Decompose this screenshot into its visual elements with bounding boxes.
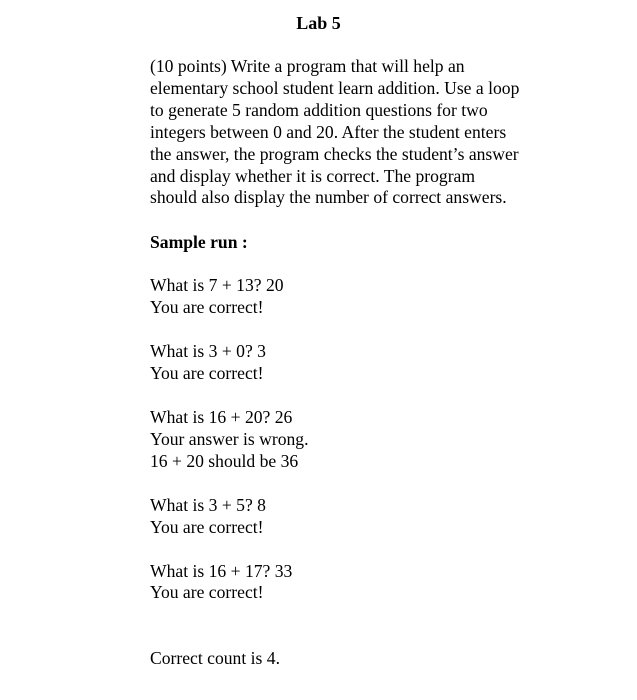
run-result: You are correct! [150, 516, 264, 537]
run-question: What is 7 + 13? 20 [150, 275, 284, 296]
run-result: Your answer is wrong. [150, 428, 309, 449]
problem-line: elementary school student learn addition. Use a loop [150, 77, 520, 98]
problem-line: the answer, the program checks the student’s answer [150, 143, 519, 164]
sample-run-heading: Sample run : [150, 232, 248, 253]
run-question: What is 3 + 5? 8 [150, 494, 266, 515]
problem-line: should also display the number of correct answers. [150, 187, 507, 208]
run-result: You are correct! [150, 297, 264, 318]
sample-run-item [150, 495, 620, 539]
document-body [150, 56, 620, 670]
sample-run-item [150, 561, 620, 605]
summary-line: Correct count is 4. [150, 648, 280, 669]
problem-line: to generate 5 random addition questions for two [150, 99, 488, 120]
sample-run-item [150, 275, 620, 319]
page-title: Lab 5 [296, 13, 341, 33]
run-result: You are correct! [150, 363, 264, 384]
problem-line: integers between 0 and 20. After the student enters [150, 121, 507, 142]
problem-line: and display whether it is correct. The program [150, 165, 476, 186]
problem-line: (10 points) Write a program that will help an [150, 56, 465, 76]
run-question: What is 3 + 0? 3 [150, 341, 266, 362]
correct-count-summary [150, 648, 620, 670]
run-question: What is 16 + 17? 33 [150, 560, 293, 581]
run-correction: 16 + 20 should be 36 [150, 450, 299, 471]
problem-statement [150, 56, 620, 209]
sample-run-item [150, 341, 620, 385]
sample-run-item [150, 407, 620, 473]
run-result: You are correct! [150, 582, 264, 603]
run-question: What is 16 + 20? 26 [150, 406, 293, 427]
